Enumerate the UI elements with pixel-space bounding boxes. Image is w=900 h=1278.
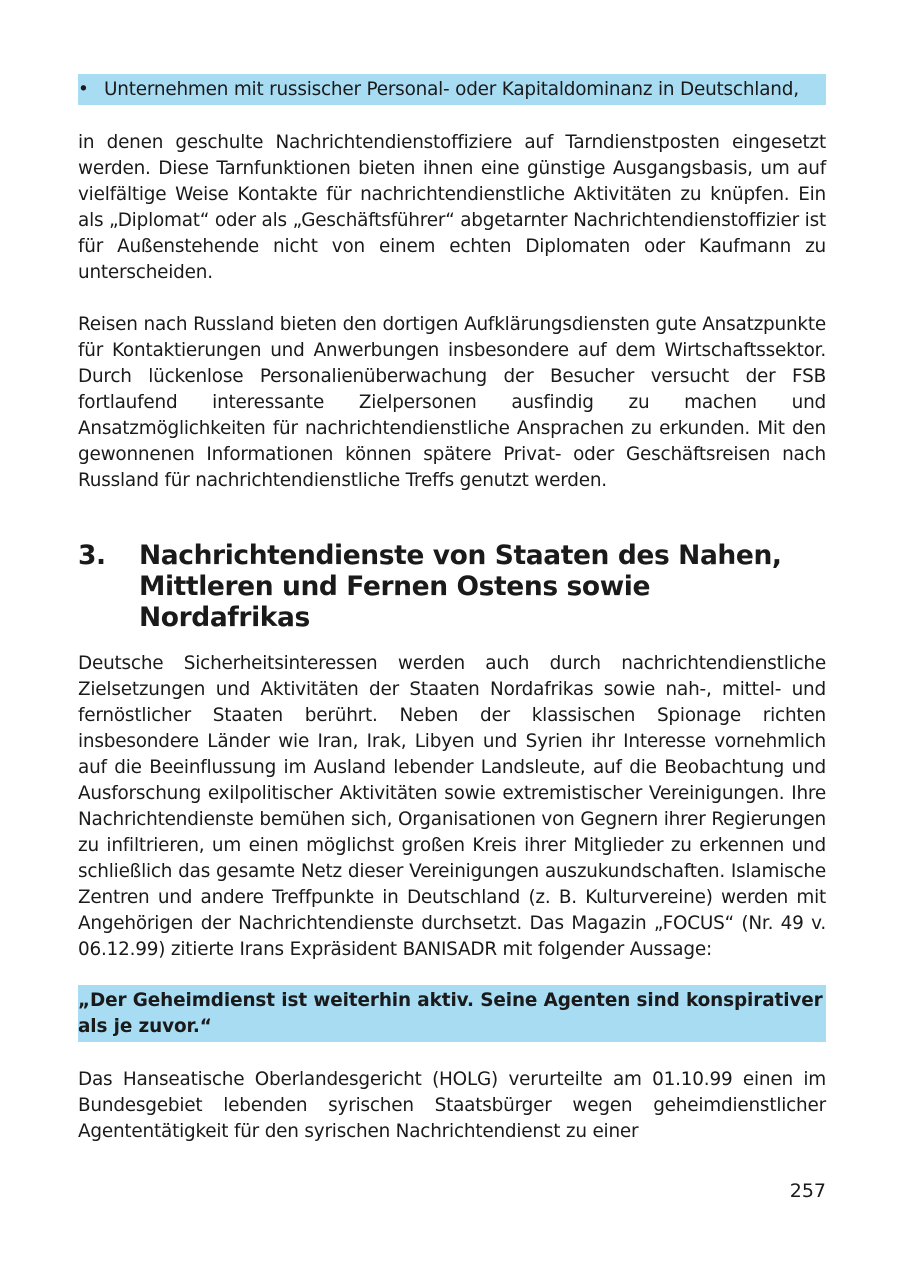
bullet-text: Unternehmen mit russischer Personal- oder Kapitaldominanz in Deutschland, [104, 79, 799, 100]
paragraph-holg: Das Hanseatische Oberlandesgericht (HOLG) verurteilte am 01.10.99 einen im Bundesgebiet lebenden syrischen Staatsbürger wegen geheimdienstlicher Agententätigkeit für den syrischen Nachrichtendienst zu einer [78, 1069, 826, 1142]
paragraph-sicherheitsinteressen: Deutsche Sicherheitsinteressen werden auch durch nachrichtendienstliche Zielsetzungen und Aktivitäten der Staaten Nordafrikas sowie nah-, mittel- und fernöstlicher Staaten berührt. Neben der klassischen Spionage richten insbesondere Länder wie Iran, Irak, Libyen und Syrien ihr Interesse vornehmlich auf die Beeinflussung im Ausland lebender Landsleute, auf die Beobachtung und Ausforschung exilpolitischer Aktivitäten sowie extremistischer Vereinigungen. Ihre Nachrichtendienste bemühen sich, Organisationen von Gegnern ihrer Regierungen zu infiltrieren, um einen möglichst großen Kreis ihrer Mitglieder zu erkennen und schließlich das gesamte Netz dieser Vereinigungen auszukundschaften. Islamische Zentren und andere Treffpunkte in Deutschland (z. B. Kulturvereine) werden mit Angehörigen der Nachrichtendienste durchsetzt. Das Magazin „FOCUS“ (Nr. 49 v. 06.12.99) zitierte Irans Expräsident BANISADR mit folgender Aussage: [78, 653, 826, 960]
section-heading [78, 540, 826, 633]
section-number: 3. [78, 540, 106, 571]
page-content [78, 72, 826, 1145]
section-title-line-1: Nachrichtendienste von Staaten des Nahen, [139, 540, 782, 571]
bullet-dot: • [78, 79, 89, 100]
bullet-highlight-box [78, 74, 826, 105]
paragraph-reisen-russland: Reisen nach Russland bieten den dortigen Aufklärungsdiensten gute Ansatzpunkte für Kontaktierungen und Anwerbungen insbesondere auf dem Wirtschaftssektor. Durch lückenlose Personalienüberwachung der Besucher versucht der FSB fortlaufend interessante Zielpersonen ausfindig zu machen und Ansatzmöglichkeiten für nachrichtendienstliche Ansprachen zu erkunden. Mit den gewonnenen Informationen können spätere Privat- oder Geschäftsreisen nach Russland für nachrichtendienstliche Treffs genutzt werden. [78, 314, 826, 491]
quote-text: „Der Geheimdienst ist weiterhin aktiv. Seine Agenten sind konspirativer als je zuvor.“ [78, 990, 823, 1037]
bullet-item [78, 77, 826, 103]
section-title [139, 540, 826, 633]
section-title-line-2: Mittleren und Fernen Ostens sowie Nordafrikas [139, 571, 651, 633]
quote-highlight-box [78, 985, 826, 1042]
paragraph-tarndienst: in denen geschulte Nachrichtendienstoffiziere auf Tarndienstposten eingesetzt werden. Diese Tarnfunktionen bieten ihnen eine günstige Ausgangsbasis, um auf vielfältige Weise Kontakte für nachrichtendienstliche Aktivitäten zu knüpfen. Ein als „Diplomat“ oder als „Geschäftsführer“ abgetarnter Nachrichtendienstoffizier ist für Außenstehende nicht von einem echten Diplomaten oder Kaufmann zu unterscheiden. [78, 132, 826, 283]
page-number: 257 [789, 1180, 826, 1202]
